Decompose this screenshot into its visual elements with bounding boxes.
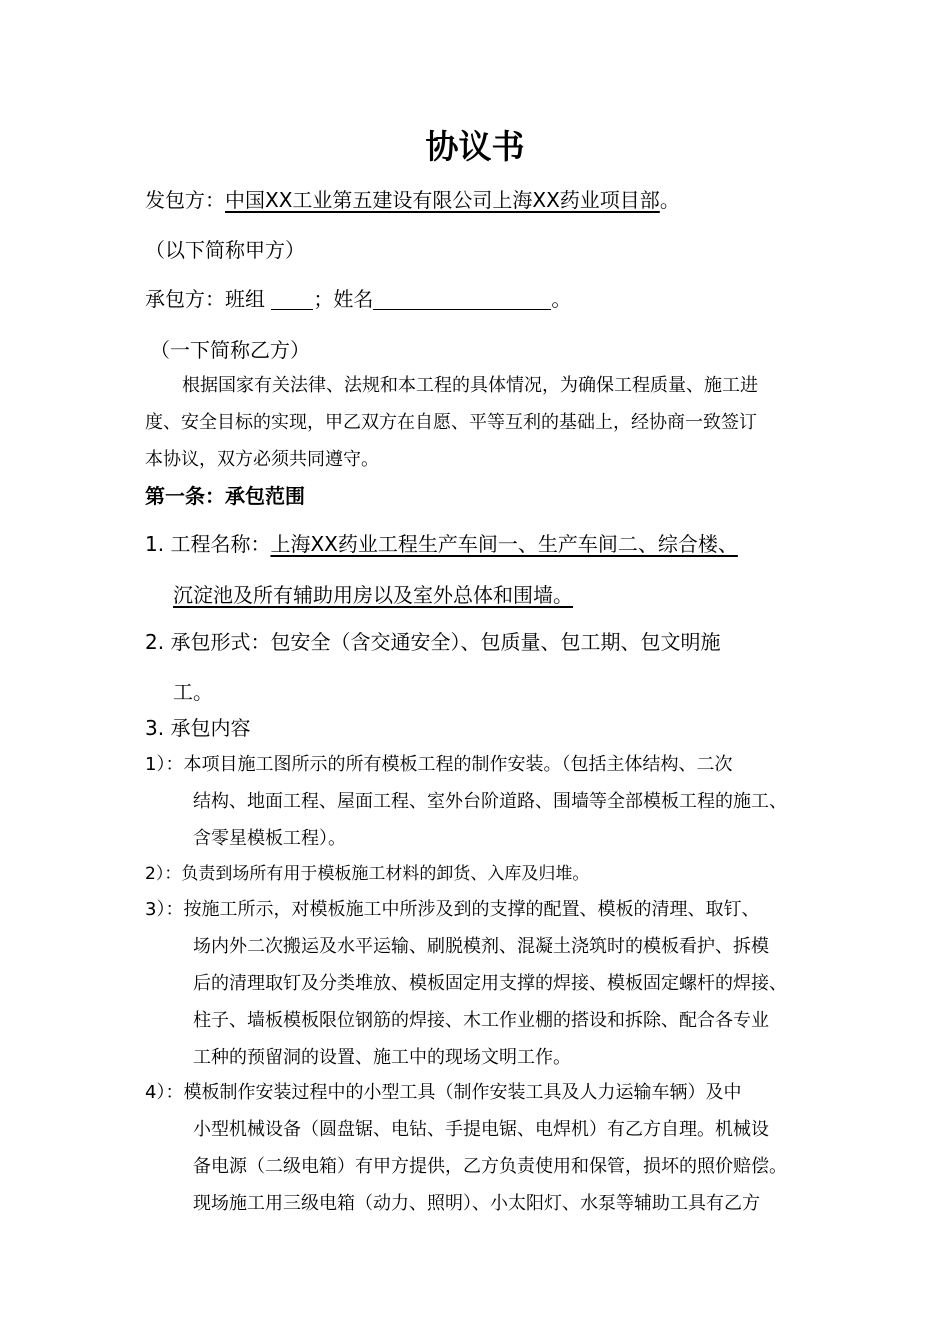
intro-line-2: 度、安全目标的实现，甲乙双方在自愿、平等互利的基础上，经协商一致签订 (145, 412, 757, 433)
intro-line-1: 根据国家有关法律、法规和本工程的具体情况，为确保工程质量、施工进 (182, 375, 758, 396)
party-a-label: 发包方： (145, 188, 225, 212)
team-blank (271, 289, 313, 310)
party-b-label: 承包方：班组 (145, 287, 265, 311)
item-2-number: 2. (145, 630, 165, 654)
party-b-line (145, 289, 571, 310)
sub-1-line-1: 1）：本项目施工图所示的所有模板工程的制作安装。（包括主体结构、二次 (145, 754, 733, 775)
sub-1-line-3: 含零星模板工程）。 (193, 828, 346, 849)
party-b-suffix: 。 (551, 287, 572, 311)
sub-4-line-4: 现场施工用三级电箱（动力、照明）、小太阳灯、水泵等辅助工具有乙方 (193, 1193, 760, 1214)
sub-4-number: 4）： (145, 1082, 184, 1103)
sub-3-line-1: 3）：按施工所示，对模板施工中所涉及到的支撑的配置、模板的清理、取钉、 (145, 899, 760, 920)
intro-line-3: 本协议，双方必须共同遵守。 (145, 449, 379, 470)
item-2-text: 承包形式：包安全（含交通安全）、包质量、包工期、包文明施 (170, 630, 721, 654)
sub-3-line-4: 柱子、墙板模板限位钢筋的焊接、木工作业棚的搭设和拆除、配合各专业 (193, 1010, 769, 1031)
name-blank (373, 289, 551, 310)
document-title: 协议书 (425, 127, 525, 166)
sub-3-number: 3）： (145, 899, 184, 920)
sub-2-line-1: 2）：负责到场所有用于模板施工材料的卸货、入库及归堆。 (145, 864, 590, 884)
item-3-number: 3. (145, 716, 165, 740)
party-a-suffix: 。 (659, 188, 680, 212)
item-1-line-1 (145, 534, 738, 554)
sub-3-line-2: 场内外二次搬运及水平运输、刷脱模剂、混凝土浇筑时的模板看护、拆模 (193, 936, 769, 957)
party-a-line (145, 190, 680, 210)
item-3-label: 承包内容 (170, 716, 251, 740)
sub-1-number: 1）： (145, 754, 184, 775)
item-2-line-1 (145, 632, 720, 652)
sub-3-line-3: 后的清理取钉及分类堆放、模板固定用支撑的焊接、模板固定螺杆的焊接、 (193, 973, 787, 994)
party-a-short: （以下简称甲方） (145, 238, 305, 262)
sub-4-line-1: 4）：模板制作安装过程中的小型工具（制作安装工具及人力运输车辆）及中 (145, 1082, 742, 1103)
sub-3-line-5: 工种的预留洞的设置、施工中的现场文明工作。 (193, 1047, 571, 1068)
item-1-number: 1. (145, 532, 165, 556)
sub-4-line-2: 小型机械设备（圆盘锯、电钻、手提电锯、电焊机）有乙方自理。机械设 (193, 1119, 769, 1140)
item-1-line-2: 沉淀池及所有辅助用房以及室外总体和围墙。 (173, 583, 573, 607)
item-1-project-name: 上海XX药业工程生产车间一、生产车间二、综合楼、 (270, 532, 738, 556)
item-3-line (145, 718, 250, 738)
item-1-label: 工程名称： (170, 532, 271, 556)
sub-2-number: 2）： (145, 864, 182, 884)
sub-1-line-2: 结构、地面工程、屋面工程、室外台阶道路、围墙等全部模板工程的施工、 (193, 791, 787, 812)
party-a-name: 中国XX工业第五建设有限公司上海XX药业项目部 (225, 188, 660, 212)
sub-4-line-3: 备电源（二级电箱）有甲方提供，乙方负责使用和保管，损坏的照价赔偿。 (193, 1156, 787, 1177)
item-2-line-2: 工。 (173, 680, 213, 704)
party-b-name-label: ；姓名 (313, 287, 374, 311)
article-1-heading: 第一条：承包范围 (145, 484, 305, 508)
party-b-short: （一下简称乙方） (150, 338, 310, 362)
